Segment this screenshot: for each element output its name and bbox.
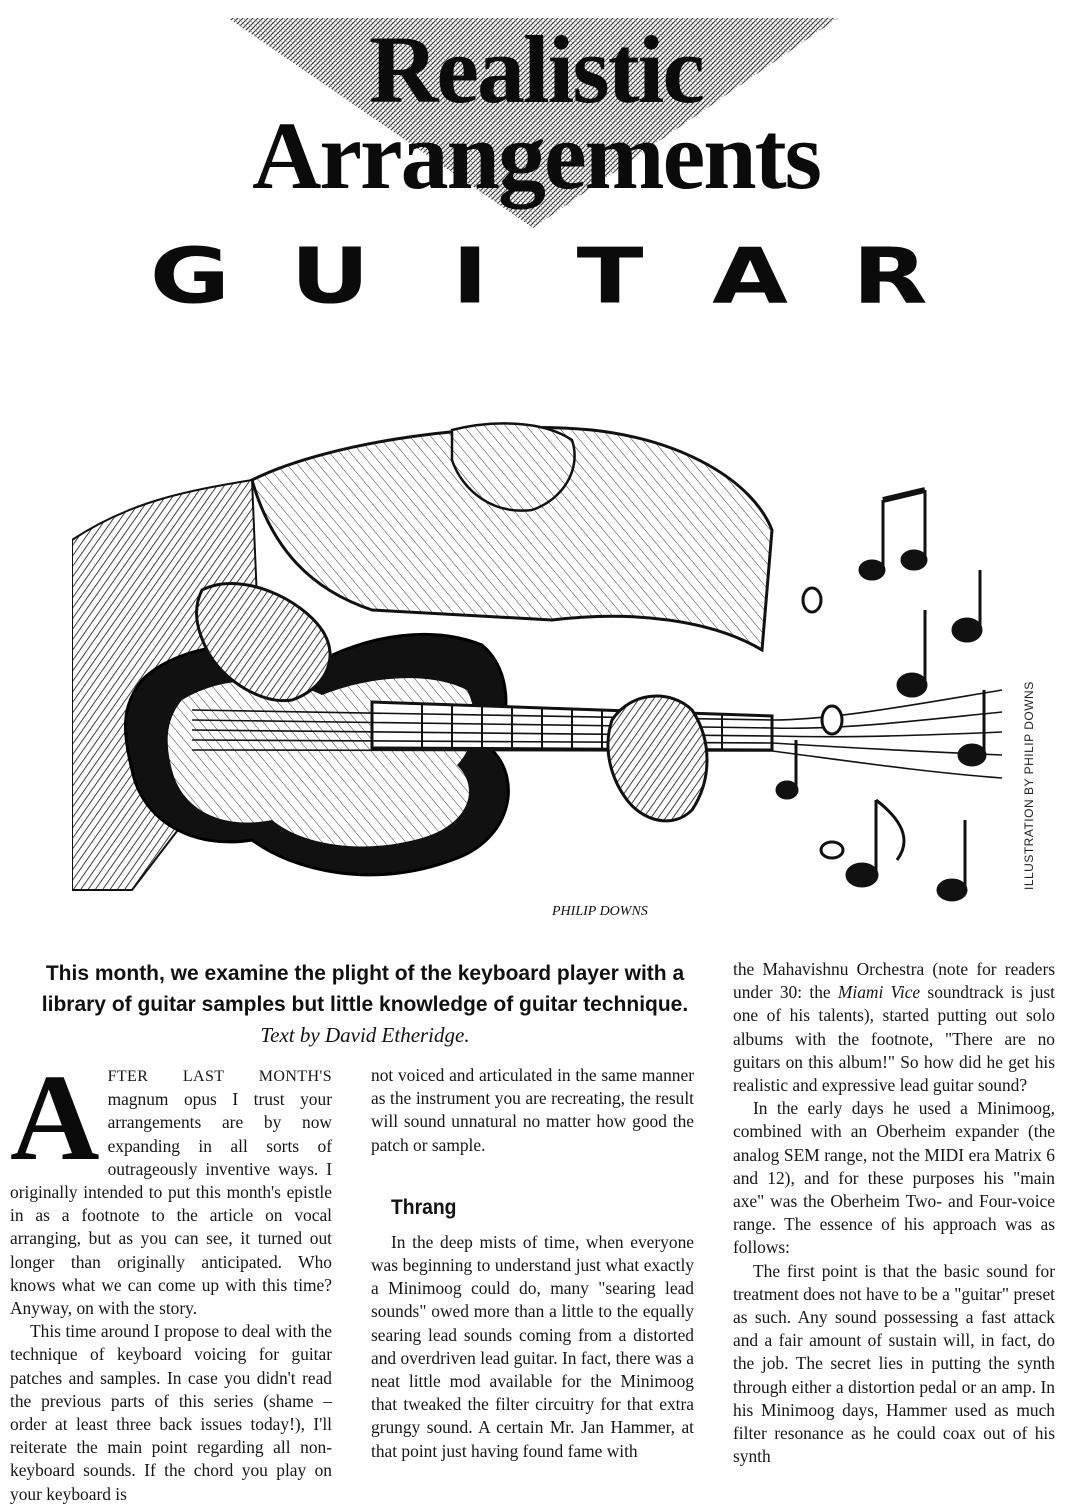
headline-line-2: Arrangements (252, 102, 820, 209)
emphasis-text: Miami Vice (837, 982, 921, 1003)
guitarist-illustration (72, 420, 1012, 925)
illustration-credit: ILLUSTRATION BY PHILIP DOWNS (1022, 681, 1036, 890)
article-paragraph: In the early days he used a Minimoog, combined with an Oberheim expander (the analog SEM range, not the MIDI era Matrix 6 and 12), and for these purposes his "main axe" was the Oberheim Two- and Four-voice range. The essence of his approach was as follows: (733, 1098, 1055, 1258)
section-letter: I (451, 232, 489, 322)
standfirst (30, 958, 700, 1051)
lead-in: FTER LAST MONTH'S (107, 1068, 332, 1085)
illustrator-signature: PHILIP DOWNS (552, 904, 648, 919)
paragraph-text: soundtrack is just one of his talents), started putting out solo albums with the footnote, "There are no guitars on this album!" So how did he get his realistic and expressive lead guitar sound? (733, 982, 1055, 1096)
article-column-1 (10, 1049, 332, 1506)
article-column-2 (371, 1064, 694, 1463)
article-column-3 (733, 958, 1055, 1468)
subheading: Thrang (391, 1195, 457, 1219)
headline-line-1: Realistic (369, 16, 703, 123)
article-paragraph: In the deep mists of time, when everyone was beginning to understand just what exactly a Minimoog could do, many "searing lead sounds" owed more than a little to the equally searing lead sounds coming from a distorted and overdriven lead guitar. In fact, there was a neat little mod available for the Minimoog that tweaked the filter circuitry for that extra grungy sound. A certain Mr. Jan Hammer, at that point just having found fame with (371, 1231, 694, 1461)
standfirst-text: This month, we examine the plight of the keyboard player with a library of guitar samples but little knowledge of guitar technique. (41, 962, 689, 1016)
section-letter: A (712, 232, 788, 322)
section-letter: T (576, 232, 644, 322)
byline: Text by David Etheridge. (260, 1023, 470, 1047)
article-paragraph: The first point is that the basic sound for treatment does not have to be a "guitar" preset as such. Any sound possessing a fast attack and a fair amount of sustain will, in fact, do the job. The secret lies in putting the synth through either a distortion pedal or an amp. In his Minimoog days, Hammer used as much filter resonance as he could coax out of his synth (733, 1260, 1055, 1467)
section-title-guitar (130, 232, 950, 322)
article-paragraph (10, 1049, 332, 1320)
section-letter: U (290, 232, 370, 322)
article-paragraph: This time around I propose to deal with the technique of keyboard voicing for guitar patches and samples. In case you didn't read the previous parts of this series (shame – order at least three back issues today!), I'll reiterate the main point regarding all non-keyboard sounds. If the chord you play on your keyboard is (10, 1321, 332, 1504)
drop-cap: A (10, 1049, 100, 1186)
section-letter: R (852, 232, 928, 322)
paragraph-text: the Mahavishnu Orchestra (note for readers under 30: the (733, 959, 1055, 1003)
paragraph-text: magnum opus I trust your arrangements are by now expanding in all sorts of outrageously inventive ways. I originally intended to put this month's epistle in as a footnote to the article on vocal arranging, but as you can see, it turned out longer than originally anticipated. Who knows what we can come up with this time? Anyway, on with the story. (10, 1089, 332, 1319)
article-paragraph: not voiced and articulated in the same manner as the instrument you are recreating, the result will sound unnatural no matter how good the patch or sample. (371, 1065, 694, 1155)
article-paragraph (733, 958, 1055, 1097)
section-letter: G (149, 232, 231, 322)
